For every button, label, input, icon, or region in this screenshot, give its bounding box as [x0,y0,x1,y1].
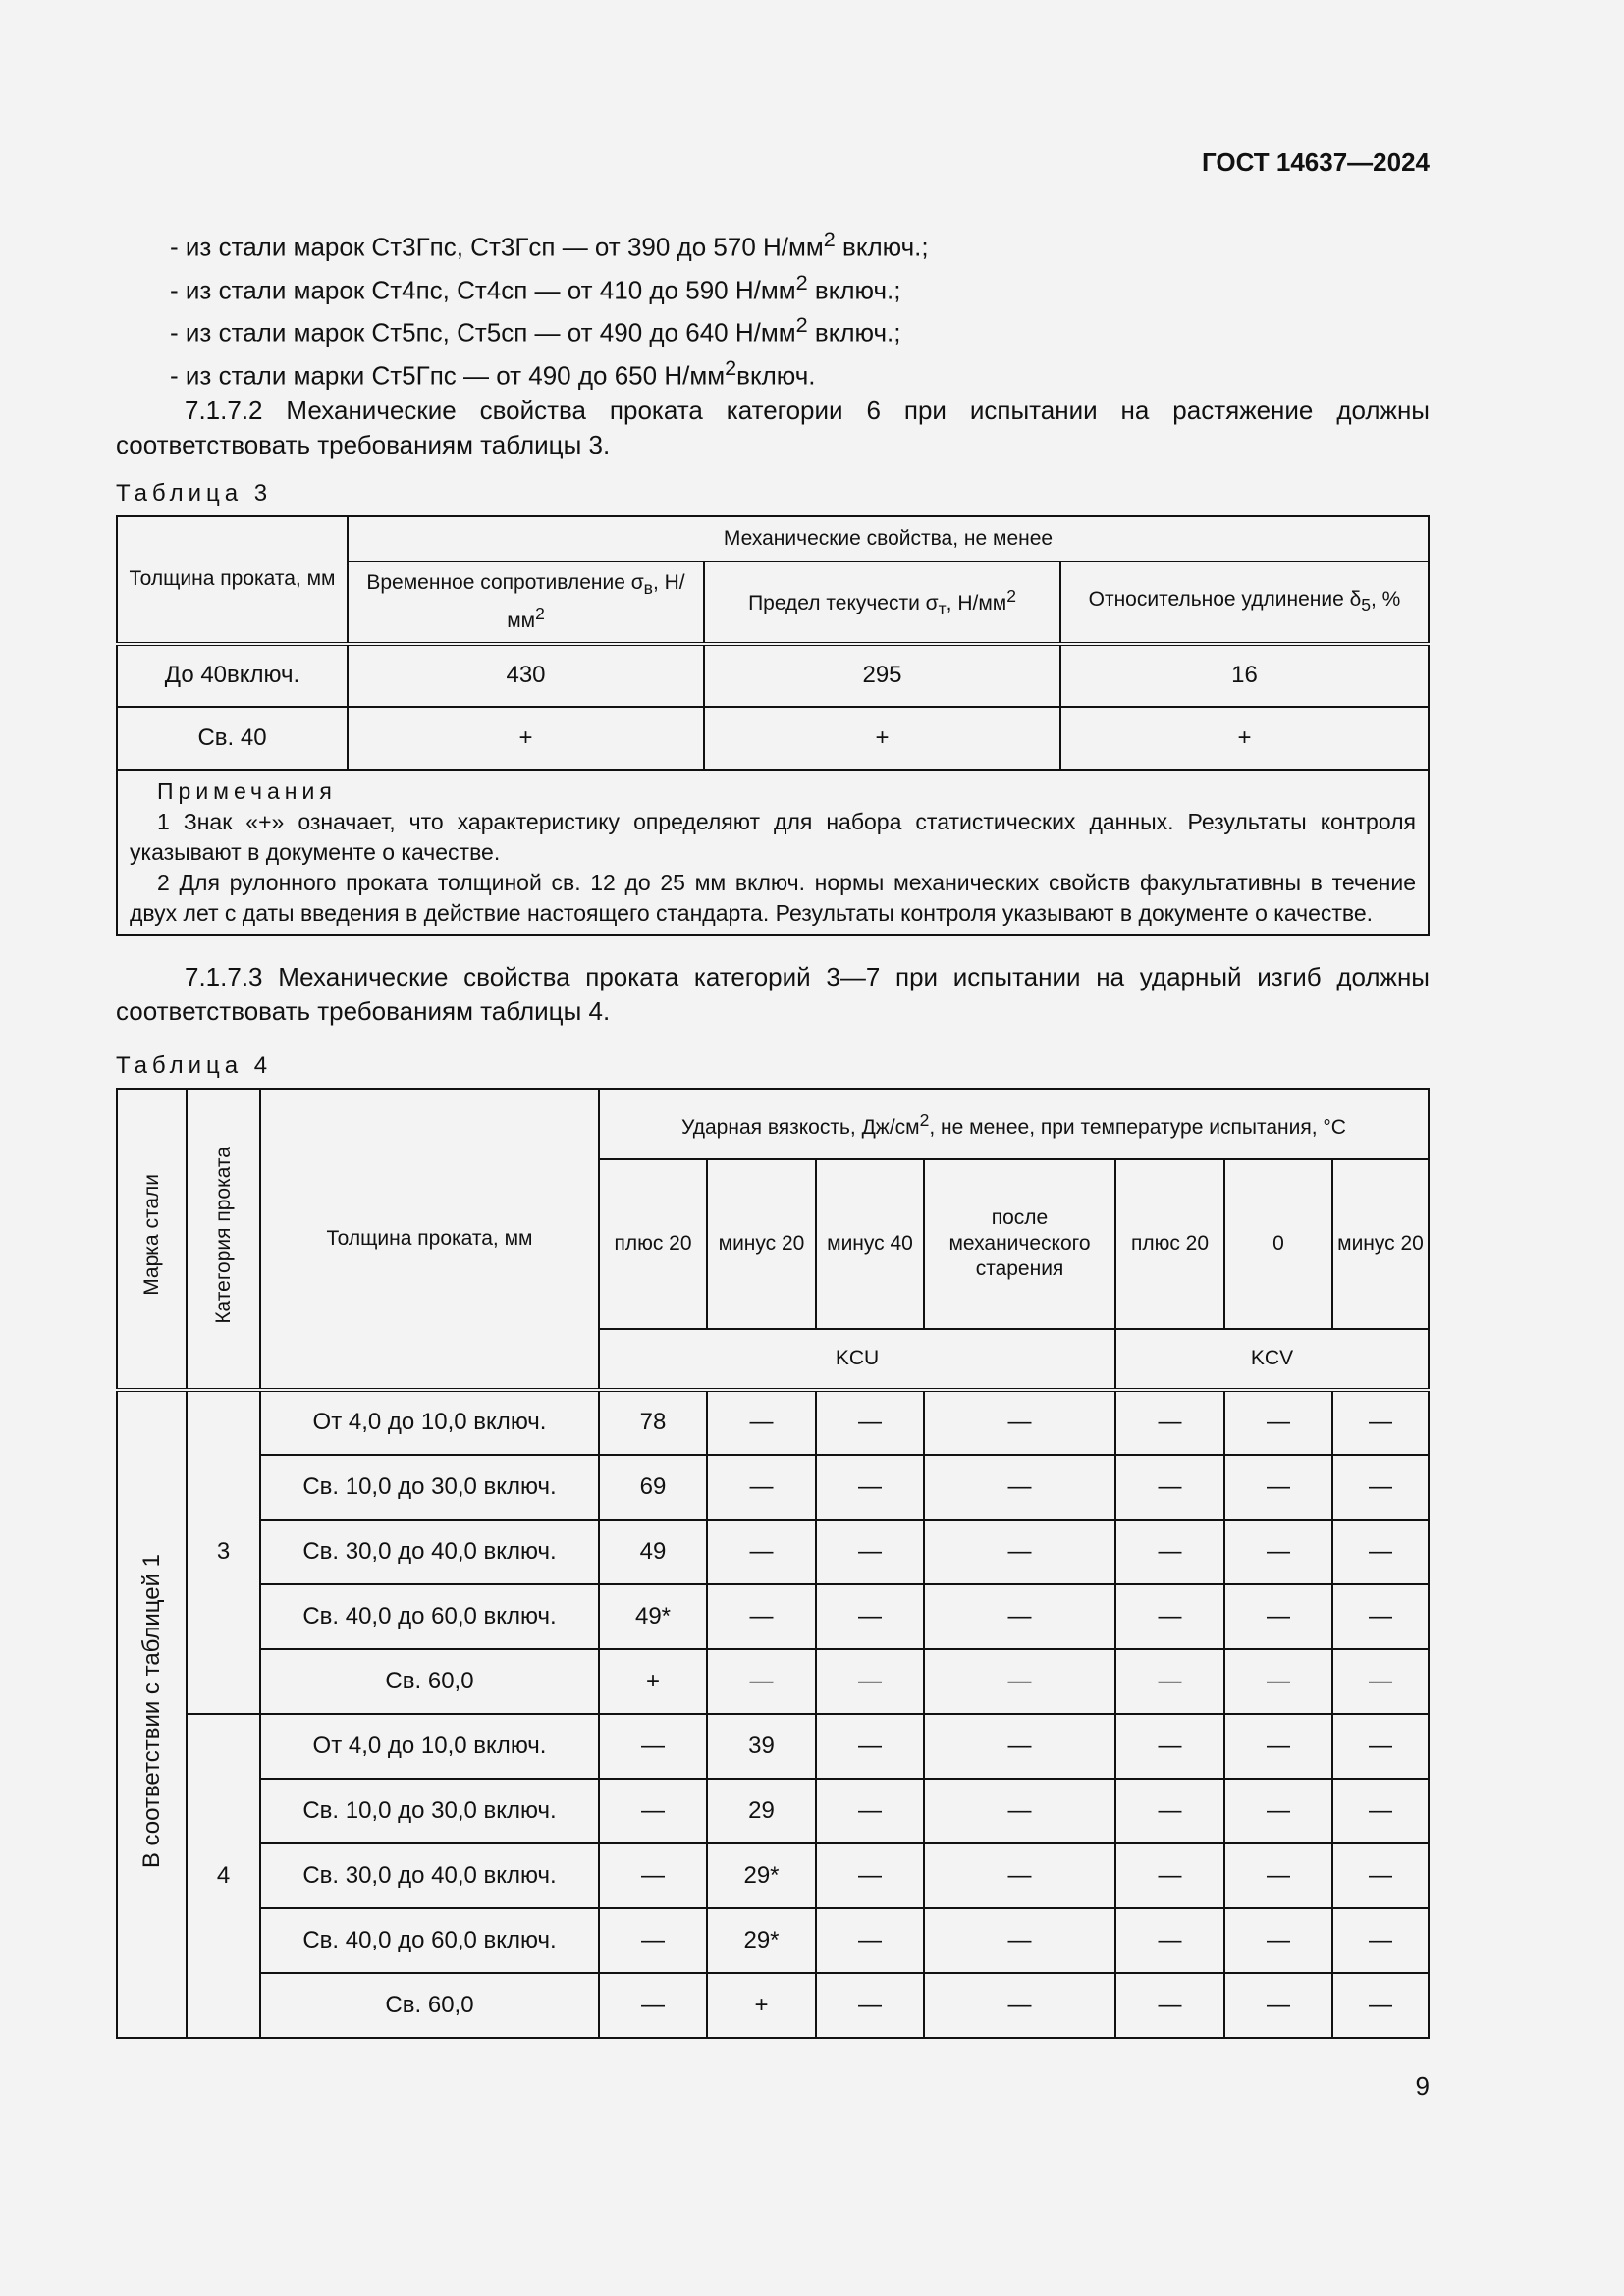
table-cell: — [924,1584,1115,1649]
t4-header-temp: после механического старения [924,1159,1115,1329]
table-cell: 29* [707,1908,816,1973]
table-cell: — [1332,1390,1429,1455]
table-cell: + [704,707,1060,770]
t4-body [117,1390,1429,2038]
t4-thickness-cell: Св. 30,0 до 40,0 включ. [260,1520,599,1584]
table-row [117,1714,1429,1779]
table-cell: — [816,1779,924,1843]
table-cell: — [1224,1779,1332,1843]
table-cell: — [1115,1779,1224,1843]
table-cell: 16 [1060,644,1429,707]
table-cell: — [1115,1649,1224,1714]
table-cell: — [599,1779,707,1843]
table-cell: — [1224,1843,1332,1908]
t4-thickness-cell: Св. 10,0 до 30,0 включ. [260,1779,599,1843]
table-cell: — [816,1584,924,1649]
table-cell: — [924,1714,1115,1779]
table-cell: — [1332,1520,1429,1584]
table-cell: 29 [707,1779,816,1843]
table-cell: — [1115,1455,1224,1520]
table-cell: — [1332,1843,1429,1908]
table-cell: — [1332,1908,1429,1973]
table-cell: + [599,1649,707,1714]
t4-thickness-cell: Св. 40,0 до 60,0 включ. [260,1908,599,1973]
table-cell: — [1224,1455,1332,1520]
table-cell: — [599,1908,707,1973]
table-cell: — [1115,1584,1224,1649]
table-cell: — [924,1520,1115,1584]
table-cell: — [1224,1520,1332,1584]
table-cell: — [707,1649,816,1714]
table-row [117,1973,1429,2038]
note-2: 2 Для рулонного проката толщиной св. 12 до 25 мм включ. нормы механических свойств факультативны в течение двух лет с даты введения в действие настоящего стандарта. Результаты контроля указывают в документе о качестве. [130,869,1416,926]
table-row [117,1455,1429,1520]
table-cell: 295 [704,644,1060,707]
table-cell: — [1224,1973,1332,2038]
table4-caption: Таблица 4 [116,1051,273,1079]
table-cell: — [1115,1714,1224,1779]
t3-header-yield: Предел текучести $\sigma_т$, $Н/мм^2$ [704,561,1060,644]
bullet-item: - из стали марки Ст5Гпс — от 490 до 650 $Н/мм^2включ$. [170,354,816,391]
t4-header-temp: плюс 20 [1115,1159,1224,1329]
table-cell: + [707,1973,816,2038]
table-cell: — [924,1649,1115,1714]
page-number: 9 [1415,2071,1430,2101]
table-3 [116,515,1430,936]
table-cell: — [1332,1973,1429,2038]
bullet-list [116,222,1430,394]
table-cell: — [1224,1908,1332,1973]
table-cell: — [816,1908,924,1973]
t4-header-temp: минус 20 [707,1159,816,1329]
bullet-item: - из стали марок Ст5пс, Ст5сп — от 490 до 640 $Н/мм^2$ включ.; [170,312,901,347]
table-cell: — [1115,1390,1224,1455]
table-row-thickness: До 40включ. [117,644,348,707]
table-cell: — [1115,1973,1224,2038]
table-cell: 49 [599,1520,707,1584]
table-cell: 29* [707,1843,816,1908]
table-cell: — [707,1584,816,1649]
table-row [117,1649,1429,1714]
table-cell: — [1115,1908,1224,1973]
t4-header-temp: минус 40 [816,1159,924,1329]
t4-thickness-cell: Св. 10,0 до 30,0 включ. [260,1455,599,1520]
notes-title: Примечания [157,777,337,804]
t4-header-temp: плюс 20 [599,1159,707,1329]
paragraph-7172: 7.1.7.2 Механические свойства проката категории 6 при испытании на растяжение должны соответствовать требованиям таблицы 3. [116,395,1430,459]
table-cell: — [816,1714,924,1779]
table-cell: — [924,1843,1115,1908]
table-cell: 69 [599,1455,707,1520]
paragraph-7173: 7.1.7.3 Механические свойства проката категорий 3—7 при испытании на ударный изгиб должны соответствовать требованиям таблицы 4. [116,961,1430,1026]
table-cell: — [816,1520,924,1584]
table-cell: + [348,707,704,770]
table-row [117,1843,1429,1908]
table-cell: — [1224,1714,1332,1779]
t4-header-category: Категория проката [187,1089,260,1390]
bullet-item: - из стали марок Ст3Гпс, Ст3Гсп — от 390 до 570 $Н/мм^2$ включ.; [170,227,929,262]
table-row [117,1390,1429,1455]
table-row-thickness: Св. 40 [117,707,348,770]
table-cell: — [707,1390,816,1455]
table-cell: — [816,1843,924,1908]
table3-caption: Таблица 3 [116,479,273,507]
table-cell: — [1332,1779,1429,1843]
table-cell: — [1332,1455,1429,1520]
t3-header-elongation: Относительное удлинение $\delta_5$, % [1060,561,1429,644]
table-cell: — [924,1779,1115,1843]
table-cell: — [1224,1390,1332,1455]
t4-thickness-cell: Св. 40,0 до 60,0 включ. [260,1584,599,1649]
table-row [117,1584,1429,1649]
table-cell: — [1224,1649,1332,1714]
t4-thickness-cell: От 4,0 до 10,0 включ. [260,1714,599,1779]
t3-header-mech: Механические свойства, не менее [348,516,1429,561]
table-cell: — [1115,1843,1224,1908]
t4-thickness-cell: Св. 60,0 [260,1973,599,2038]
table-cell: 39 [707,1714,816,1779]
t4-thickness-cell: Св. 30,0 до 40,0 включ. [260,1843,599,1908]
table-cell: — [707,1455,816,1520]
table-cell: 78 [599,1390,707,1455]
table-cell: — [924,1390,1115,1455]
table3-notes [117,770,1429,935]
t3-header-tensile: Временное сопротивление $\sigma_в$, $Н/мм^2$ [348,561,704,644]
page-content [116,222,1430,2039]
table-row [117,1520,1429,1584]
table-cell: — [599,1973,707,2038]
t4-thickness-cell: От 4,0 до 10,0 включ. [260,1390,599,1455]
table-cell: — [924,1908,1115,1973]
table-cell: — [924,1455,1115,1520]
table-cell: — [599,1843,707,1908]
t4-category-cell: 4 [187,1714,260,2038]
t3-header-thickness: Толщина проката, мм [117,516,348,644]
t4-header-steel: Марка стали [117,1089,187,1390]
table-cell: — [1332,1714,1429,1779]
t4-header-kcv: KCV [1115,1329,1429,1390]
t4-header-impact: Ударная вязкость, $Дж/см^2$, не менее, при температуре испытания, °С [599,1089,1429,1159]
note-1: 1 Знак «+» означает, что характеристику определяют для набора статистических данных. Результаты контроля указывают в документе о качестве. [130,808,1416,865]
table-cell: — [924,1973,1115,2038]
t4-header-thickness: Толщина проката, мм [260,1089,599,1390]
table-cell: — [816,1455,924,1520]
table-cell: — [1332,1584,1429,1649]
table-row [117,1779,1429,1843]
table-cell: — [816,1390,924,1455]
table-cell: — [1332,1649,1429,1714]
table-cell: + [1060,707,1429,770]
table-4 [116,1088,1430,2039]
t4-header-temp: минус 20 [1332,1159,1429,1329]
t4-header-kcu: KCU [599,1329,1115,1390]
table-cell: — [707,1520,816,1584]
table-cell: — [1224,1584,1332,1649]
table-row [117,1908,1429,1973]
bullet-item: - из стали марок Ст4пс, Ст4сп — от 410 до 590 $Н/мм^2$ включ.; [170,269,901,305]
table-cell: — [599,1714,707,1779]
table-cell: — [1115,1520,1224,1584]
table-cell: — [816,1649,924,1714]
t4-category-cell: 3 [187,1390,260,1714]
table-cell: 430 [348,644,704,707]
t4-thickness-cell: Св. 60,0 [260,1649,599,1714]
table-cell: 49* [599,1584,707,1649]
table-cell: — [816,1973,924,2038]
document-header: ГОСТ 14637—2024 [1202,147,1430,177]
t4-steel-cell: В соответствии с таблицей 1 [117,1390,187,2038]
t4-header-temp: 0 [1224,1159,1332,1329]
